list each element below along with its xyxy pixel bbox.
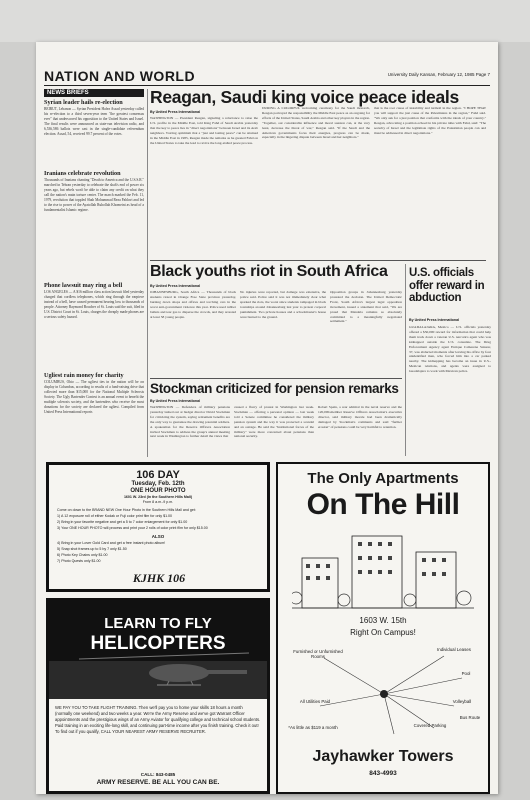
ad-army-helicopters <box>46 598 270 794</box>
ad-106-day <box>46 462 270 592</box>
army-title-1: LEARN TO FLY <box>104 615 212 632</box>
army-title-2: HELICOPTERS <box>90 633 226 654</box>
jayhawker-campus: Right On Campus! <box>350 628 416 637</box>
feature-rooms: Furnished or Unfurnished Rooms <box>293 649 343 659</box>
column-divider <box>147 89 148 457</box>
brief-body-3: LOS ANGELES — A $16 million class action lawsuit filed yesterday charged that cordless telephones, which ring through the earpiece instead of a bell, have caused permanent hearing loss to thousands of people. Attorney Raymond Boucher of St. Louis said the suit, filed in U.S. District Court in St. Louis, charges the cheaply made phones are a serious safety hazard. <box>44 290 144 319</box>
news-briefs-label: NEWS BRIEFS <box>44 89 144 97</box>
newspaper-page <box>36 42 498 794</box>
issue-meta: University Daily Kansan, February 12, 1985 Page 7 <box>387 72 490 77</box>
headline-south-africa: Black youths riot in South Africa <box>150 263 388 280</box>
brief-body-2: Thousands of Iranians chanting "Death to America and the U.S.S.R." marched in Tehran yesterday to celebrate the shah's end of power six years ago, but rebels won't be able to claim any credit on what they call the nation's main torture center. The march marked the Feb. 11, 1979, revolution that toppled Shah Mohammad Reza Pahlavi and led to the rise to power of the Ayatollah Ruhollah Khomeini as head of a fundamentalist Islamic regime. <box>44 178 144 212</box>
headline-abduction: U.S. officials offer reward in abduction <box>409 267 485 304</box>
jayhawker-line-2: On The Hill <box>306 488 460 521</box>
section-title: NATION AND WORLD <box>44 68 196 84</box>
reagan-column-2: DURING A COLORFUL welcoming ceremony for the Saudi monarch, Reagan portrayed the responsibility the Middle East peace as an ongoing for efforts of the United States, Saudi Arabia and other key players in the region. "Together, our considerable influence and moral suasion can, at the very least, decrease the threat of war," Reagan said. "If the Saudi and the American governments focus their energies, progress can be made, especially in the lingering dispute between Israel and her neighbors." <box>262 106 370 140</box>
brief-headline-4: Ugliest rain money for charity <box>44 372 124 379</box>
feature-bus-route: Bus Route <box>459 715 481 720</box>
byline-south-africa: By United Press International <box>150 284 201 288</box>
feature-volleyball: Volleyball <box>452 699 472 704</box>
ad-jayhawker-towers <box>276 462 490 794</box>
stockman-column-1: WASHINGTON — Defenders of military pensions yesterday lashed out at budget director David Stockman for criticizing the system, saying retirement benefits are the only way to guarantee the drawing potential soldiers. A spokesman for the Reserve Officers Association invited Stockman to address the group's annual meeting next week in Washington to further detail the views that <box>150 405 230 439</box>
ad-106-title: 106 DAY <box>136 469 180 481</box>
reagan-column-3: that is the root cause of instability and turmoil in the region. "I HOPE THAT you will support the just cause of the Palestinians in the region," Fahd said. "We only ask for a just position that conforms with the ideals of your country." Reagan, advocating a position echoed in his private talks with Fahd, said: "The security of Israel and the legitimate rights of the Palestinian people can and must be addressed in direct negotiations." <box>374 106 486 135</box>
ad-106-line-4: 3) Your ONE HOUR PHOTO will process and print your 2 rolls of color print film for only $15.00 <box>57 526 208 530</box>
jayhawker-phone: 843-4993 <box>369 770 397 777</box>
ad-106-also-1: 4) Bring in your Lover Gold Card and get a free instant photo album! <box>57 541 166 545</box>
masthead <box>44 68 490 84</box>
ad-106-line-2: 1) A 12 exposure roll of either Kodak or Fuji color print film for only $1.00 <box>57 514 173 518</box>
headline-reagan: Reagan, Saudi king voice peace ideals <box>150 87 459 107</box>
jayhawker-line-1: The Only Apartments <box>307 470 459 487</box>
south-africa-column-1: JOHANNESBURG, South Africa — Thousands of black students rioted in Orange Free State province yesterday, burning down shops and offices and torching cars in the worst anti-government violence this year. Police used rubber bullets and tear gas to disperse the crowds, and they arrested at least 58 young people. <box>150 290 236 319</box>
byline-reagan: By United Press International <box>150 110 201 114</box>
masthead-rule <box>44 85 490 86</box>
brief-headline-2: Iranians celebrate revolution <box>44 170 121 177</box>
reagan-column-1: WASHINGTON — President Reagan, signaling a reluctance to raise the U.S. profile in the Middle East, told King Fahd of Saudi Arabia yesterday that the key to peace lies in "direct negotiations" between Israel and its Arab neighbors. Voicing optimism that a "just and lasting peace" can be attained in the Middle East in 1985, Reagan made the remarks as he greeted Fahd on the United States to take the lead to revive the long-stalled peace process. <box>150 116 258 145</box>
price-note: *As little as $119 a month <box>288 725 338 730</box>
helicopter-photo-panel <box>49 601 267 699</box>
ad-106-line-3: 2) Bring in your favorite negative and get a 5 to 7 color enlargement for only $1.00 <box>57 520 188 524</box>
jayhawker-address: 1603 W. 15th <box>359 616 407 625</box>
scan-background-top <box>0 0 530 42</box>
stockman-column-3: Robert Spain, a rear admiral in the naval reserve and the 120,000-member Reserve Officers Association's executive director, said military morale had been dramatically damaged by Stockman's comments and said "further erosion" of pensions could be very harmful to retention. <box>318 405 402 429</box>
stockman-column-2: caused a flurry of protest in Washington last week. Stockman — offering a personal opinion — last week told a Senate committee he considered the military pension system and the way it was protected a scandal and an outrage. He said the "institutional forces of the military" were more concerned about pensions than national security. <box>234 405 314 439</box>
ad-106-also-3: 6) Photo Key Chains only $1.00 <box>57 553 108 557</box>
feature-parking: Covered Parking <box>413 723 447 728</box>
column-divider-right <box>405 264 406 456</box>
south-africa-column-2: No injuries were reported, but damage was extensive, the police said. Police said it was not immediately clear what sparked the riots, the worst since students rampaged in black townships around Johannesburg last year to protest corporal punishment. Two private houses and a schoolmaster's house were burned to the ground. <box>240 290 326 319</box>
apartment-building-illustration <box>292 528 474 610</box>
feature-pool: Pool <box>461 671 471 676</box>
army-call: CALL: 843-0485 <box>140 772 176 777</box>
headline-stockman: Stockman criticized for pension remarks <box>150 381 399 396</box>
jayhawker-name: Jayhawker Towers <box>312 748 454 765</box>
byline-abduction: By United Press International <box>409 318 460 322</box>
ad-106-date: Tuesday, Feb. 12th <box>131 481 185 487</box>
abduction-body: GUADALAJARA, Mexico — U.S. officials yesterday offered a $50,000 reward for information that could help them track down a veteran U.S. narcotics agent who was kidnapped outside the U.S. consulate. The Drug Enforcement Agency agent Enrique Camarena Salazar, 37, was abducted moments after leaving his office by four unidentified men, who forced him into a car parked nearby. The kidnapping has become an issue in U.S.-Mexican relations, and agents were assigned to Guadalajara to work with Mexican police. <box>409 325 491 374</box>
brief-headline-3: Phone lawsuit may ring a bell <box>44 282 123 289</box>
ad-106-event: ONE HOUR PHOTO <box>130 488 186 494</box>
army-slogan: ARMY RESERVE. BE ALL YOU CAN BE. <box>96 779 220 786</box>
feature-leases: Individual Leases <box>437 647 471 652</box>
brief-body-4: COLUMBUS, Ohio — The ugliest ties in the nation will be on display in Columbus, according to results of a fund-raising drive that collected more than $15,000 for the National Multiple Sclerosis Society. The Ugly Bartender Contest is an annual event to benefit the multiple sclerosis society, and the bartenders who receive the most donations for the society are declared the ugliest. Compiled from United Press International reports <box>44 380 144 414</box>
army-body: WE PAY YOU TO TAKE FLIGHT TRAINING. Then we'll pay you to home your skills 18 hours a month (normally one weekend) and two weeks a year. We're the Army Reserve and we've got Warrant Officer appointments and the prestigious wings of an Army Aviator for qualifying college and technical school students. Paid training in an exciting life-long skill, and continuing part-time income after you finish training. Check it out! To find out if you qualify, CALL YOUR NEAREST ARMY RESERVE RECRUITER. <box>55 705 261 734</box>
feature-utilities: All Utilities Paid <box>299 699 331 704</box>
story-divider-2 <box>150 378 402 379</box>
brief-headline-1: Syrian leader hails re-election <box>44 99 123 106</box>
south-africa-column-3: Opposition groups in Johannesburg yesterday protested the decision. The United Democratic Front, South Africa's largest legal opposition movement, issued a statement that said, "We are proud that Mandela remains so absolutely committed to a meaningfully negotiated settlement." <box>330 290 402 324</box>
ad-106-line-1: Come on down to the BRAND NEW One Hour Photo in the Southern Hills Mall and get: <box>57 508 196 512</box>
kjhk-logo: KJHK 106 <box>132 571 186 585</box>
ad-106-also-2: 5) Snap shot frames up to 5 by 7 only $1.50 <box>57 547 127 551</box>
byline-stockman: By United Press International <box>150 399 201 403</box>
story-divider <box>150 260 486 261</box>
brief-body-1: BEIRUT, Lebanon — Syrian President Hafez Assad yesterday called his re-election to a third seven-year term "the greatest consensus ever" that underscored his opposition to the United States and Israel. The final results were announced as state-run television radio, and 6,536,586 ballots were cast in the single-candidate referendum election. Assad, 54, received 99.7 percent of the votes. <box>44 107 144 136</box>
ad-106-address: 1601 W. 23rd (In the Southern Hills Mall) <box>123 495 193 499</box>
ad-106-also-4: 7) Photo Quests only $1.00 <box>57 559 101 563</box>
ad-106-hours: From 8 a.m.-9 p.m. <box>142 500 174 504</box>
ad-106-also: ALSO <box>151 534 165 539</box>
